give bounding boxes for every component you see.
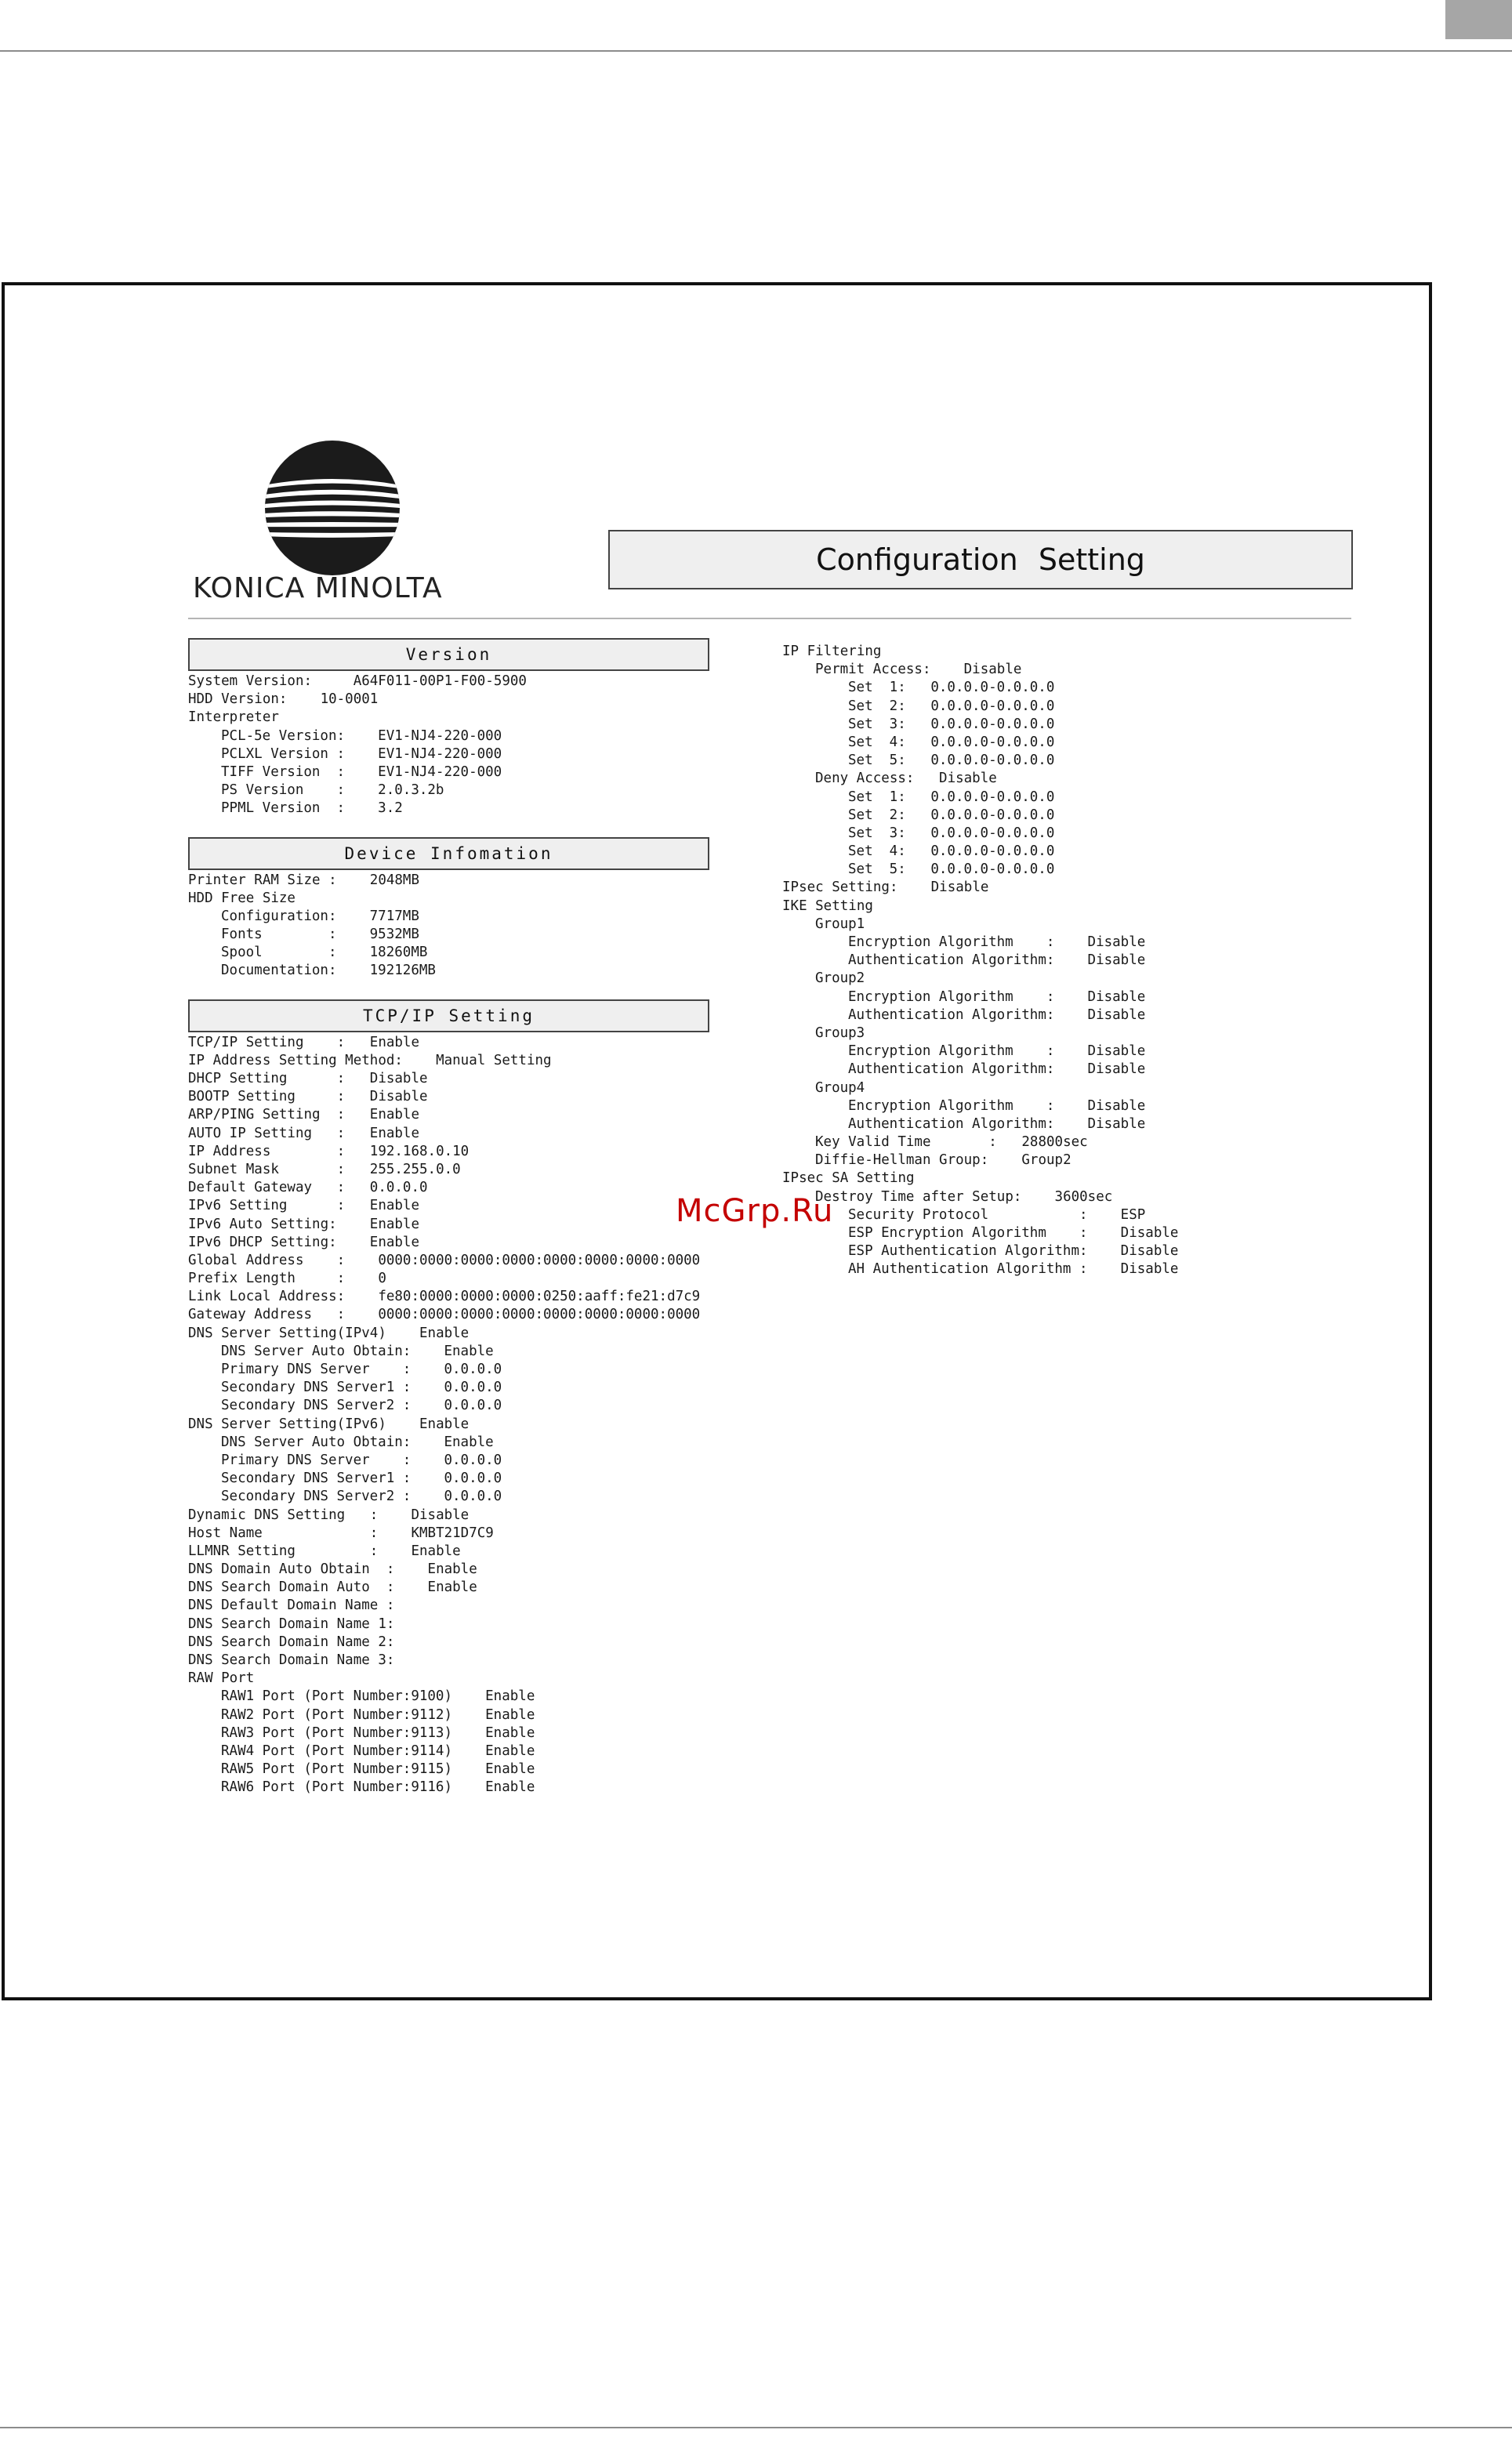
config-label: Security Protocol :	[848, 1206, 1088, 1223]
config-label: Configuration:	[221, 908, 337, 924]
footer-rule	[0, 2427, 1512, 2428]
config-label: Set 1:	[848, 680, 906, 696]
config-line	[188, 890, 709, 908]
config-line	[188, 908, 709, 926]
config-value: 0.0.0.0	[444, 1471, 502, 1487]
config-value: Manual Setting	[436, 1052, 552, 1068]
config-value: 3600sec	[1054, 1188, 1113, 1205]
config-value: Enable	[419, 1325, 470, 1341]
config-value: Enable	[485, 1761, 535, 1778]
config-line	[188, 1743, 709, 1761]
config-label: Set 3:	[848, 825, 906, 841]
config-label: Authentication Algorithm:	[848, 952, 1055, 969]
config-line	[782, 952, 1378, 970]
config-value: 0	[378, 1271, 386, 1287]
config-value: 192126MB	[369, 963, 436, 979]
config-label: IPsec SA Setting	[782, 1170, 915, 1187]
config-label: Group3	[815, 1024, 865, 1041]
config-label: PCL-5e Version:	[221, 727, 346, 744]
config-value: 192.168.0.10	[369, 1143, 470, 1159]
config-label: Set 5:	[848, 861, 906, 878]
config-line	[188, 1688, 709, 1706]
config-value: Disable	[369, 1071, 428, 1086]
config-line	[782, 807, 1378, 825]
config-line	[782, 1115, 1378, 1133]
config-label: RAW3 Port (Port Number:9113)	[221, 1724, 453, 1741]
config-value: 0.0.0.0-0.0.0.0	[930, 716, 1055, 732]
config-value: 0.0.0.0-0.0.0.0	[930, 734, 1055, 750]
config-value: 0.0.0.0	[444, 1398, 502, 1414]
config-line	[188, 1579, 709, 1597]
config-value: 0.0.0.0-0.0.0.0	[930, 825, 1055, 841]
config-line	[188, 1525, 709, 1543]
config-label: IPv6 Auto Setting:	[188, 1216, 337, 1232]
config-label: Secondary DNS Server1 :	[221, 1471, 412, 1487]
config-value: 9532MB	[369, 927, 419, 943]
config-label: DNS Server Auto Obtain:	[221, 1343, 412, 1359]
config-line	[782, 879, 1378, 897]
config-value: Disable	[1120, 1261, 1179, 1278]
section-heading: TCP/IP Setting	[188, 999, 709, 1032]
config-line	[782, 843, 1378, 861]
config-value: Disable	[369, 1089, 428, 1105]
config-line	[188, 745, 709, 763]
config-label: Secondary DNS Server2 :	[221, 1489, 412, 1505]
config-line	[188, 1670, 709, 1688]
config-line	[188, 1288, 709, 1306]
config-line	[782, 1061, 1378, 1079]
config-label: DNS Server Setting(IPv4)	[188, 1325, 386, 1341]
config-label: Printer RAM Size :	[188, 872, 337, 888]
config-line	[782, 898, 1378, 916]
config-line	[188, 1434, 709, 1452]
config-label: ARP/PING Setting :	[188, 1107, 346, 1123]
config-line	[782, 1097, 1378, 1115]
config-label: Key Valid Time :	[815, 1134, 997, 1151]
config-value: Enable	[369, 1198, 419, 1214]
config-line	[188, 962, 709, 980]
config-label: AUTO IP Setting :	[188, 1125, 346, 1141]
config-label: Interpreter	[188, 709, 279, 726]
config-value: 0.0.0.0-0.0.0.0	[930, 861, 1055, 878]
config-value: 0.0.0.0	[444, 1452, 502, 1468]
config-label: Set 2:	[848, 698, 906, 714]
config-line	[188, 872, 709, 890]
config-line	[188, 1306, 709, 1324]
config-line	[188, 1706, 709, 1724]
config-value: Disable	[411, 1507, 470, 1523]
config-value: ESP	[1120, 1206, 1146, 1223]
config-line	[782, 1224, 1378, 1242]
config-label: Set 4:	[848, 734, 906, 750]
page-corner-tab	[1445, 0, 1512, 39]
config-line	[188, 763, 709, 782]
config-label: RAW Port	[188, 1670, 255, 1687]
config-line	[188, 1379, 709, 1397]
section-heading: Device Infomation	[188, 837, 709, 870]
config-label: Authentication Algorithm:	[848, 1061, 1055, 1078]
config-line	[782, 1188, 1378, 1206]
config-label: Host Name :	[188, 1525, 379, 1541]
config-value: 2048MB	[369, 872, 419, 888]
config-label: Authentication Algorithm:	[848, 1115, 1055, 1132]
config-value: Disable	[939, 771, 997, 787]
config-line	[782, 1242, 1378, 1260]
config-label: Group2	[815, 970, 865, 987]
config-line	[188, 727, 709, 745]
config-line	[188, 1034, 709, 1052]
config-label: IP Filtering	[782, 644, 882, 659]
config-line	[188, 1452, 709, 1470]
config-line	[782, 661, 1378, 679]
config-label: Destroy Time after Setup:	[815, 1188, 1022, 1205]
config-value: Enable	[369, 1107, 419, 1123]
config-value: 3.2	[378, 800, 403, 817]
config-line	[188, 1416, 709, 1434]
config-label: Gateway Address :	[188, 1307, 346, 1323]
config-line	[188, 1616, 709, 1634]
config-line	[188, 1270, 709, 1288]
config-label: Encryption Algorithm :	[848, 988, 1055, 1005]
config-line	[188, 1070, 709, 1088]
config-line	[188, 1761, 709, 1779]
config-label: System Version:	[188, 673, 313, 689]
section-gap	[188, 981, 709, 999]
config-label: Dynamic DNS Setting :	[188, 1507, 379, 1523]
config-label: Prefix Length :	[188, 1271, 346, 1287]
config-value: Disable	[930, 879, 989, 896]
section-heading: Version	[188, 638, 709, 671]
brand-name: KONICA MINOLTA	[193, 572, 443, 604]
config-value: Disable	[1087, 1115, 1146, 1132]
config-value: Disable	[1087, 952, 1146, 969]
config-label: Spool :	[221, 945, 337, 961]
config-line	[188, 926, 709, 944]
config-line	[782, 970, 1378, 988]
config-line	[782, 734, 1378, 752]
config-line	[782, 1024, 1378, 1043]
config-line	[188, 944, 709, 962]
config-line	[782, 988, 1378, 1006]
config-line	[188, 1234, 709, 1252]
config-label: DNS Search Domain Auto :	[188, 1579, 395, 1596]
config-value: 0000:0000:0000:0000:0000:0000:0000:0000	[378, 1252, 701, 1268]
config-value: 0.0.0.0-0.0.0.0	[930, 680, 1055, 696]
config-value: Disable	[1087, 1006, 1146, 1023]
config-label: Link Local Address:	[188, 1289, 346, 1305]
config-value: EV1-NJ4-220-000	[378, 727, 502, 744]
config-label: DNS Default Domain Name :	[188, 1597, 395, 1614]
config-line	[188, 1361, 709, 1379]
config-line	[782, 770, 1378, 788]
config-value: Disable	[1087, 1061, 1146, 1078]
config-label: Permit Access:	[815, 662, 931, 678]
config-value: 0.0.0.0	[444, 1489, 502, 1505]
config-label: Group1	[815, 916, 865, 932]
config-value: Enable	[369, 1216, 419, 1232]
config-value: Disable	[1087, 1097, 1146, 1114]
watermark: McGrp.Ru	[676, 1193, 834, 1229]
config-line	[188, 1724, 709, 1743]
config-line	[188, 1779, 709, 1797]
config-value: 0.0.0.0	[369, 1180, 428, 1196]
config-line	[188, 1543, 709, 1561]
config-label: ESP Authentication Algorithm:	[848, 1243, 1088, 1260]
config-line	[188, 1652, 709, 1670]
config-line	[782, 861, 1378, 879]
config-label: HDD Version:	[188, 691, 288, 708]
config-label: Secondary DNS Server2 :	[221, 1398, 412, 1414]
config-line	[782, 752, 1378, 770]
page-title: Configuration Setting	[608, 530, 1353, 589]
config-label: RAW2 Port (Port Number:9112)	[221, 1706, 453, 1723]
config-value: A64F011-00P1-F00-5900	[353, 673, 527, 689]
config-line	[188, 1052, 709, 1070]
config-line	[188, 1197, 709, 1215]
config-line	[188, 1179, 709, 1197]
config-line	[782, 698, 1378, 716]
config-label: Group4	[815, 1079, 865, 1096]
config-label: IPsec Setting:	[782, 879, 898, 896]
config-label: Encryption Algorithm :	[848, 934, 1055, 950]
config-value: 0.0.0.0-0.0.0.0	[930, 789, 1055, 805]
config-line	[188, 800, 709, 818]
config-value: 2.0.3.2b	[378, 782, 444, 799]
config-line	[782, 1006, 1378, 1024]
config-label: Set 5:	[848, 752, 906, 769]
config-label: Set 1:	[848, 789, 906, 805]
config-value: 0.0.0.0-0.0.0.0	[930, 698, 1055, 714]
config-label: DNS Server Auto Obtain:	[221, 1434, 412, 1450]
config-label: BOOTP Setting :	[188, 1089, 346, 1105]
config-value: Enable	[369, 1034, 419, 1050]
config-line	[188, 1143, 709, 1161]
config-label: Subnet Mask :	[188, 1161, 346, 1177]
config-line	[782, 1133, 1378, 1151]
config-value: Disable	[1120, 1243, 1179, 1260]
config-line	[782, 716, 1378, 734]
config-line	[782, 1079, 1378, 1097]
config-value: Enable	[427, 1579, 477, 1596]
config-label: PS Version :	[221, 782, 346, 799]
config-line	[782, 1206, 1378, 1224]
config-line	[782, 789, 1378, 807]
config-value: Enable	[485, 1724, 535, 1741]
config-label: IPv6 Setting :	[188, 1198, 346, 1214]
config-value: 255.255.0.0	[369, 1161, 461, 1177]
config-line	[782, 916, 1378, 934]
config-label: PCLXL Version :	[221, 745, 346, 762]
config-label: Encryption Algorithm :	[848, 1043, 1055, 1060]
right-column	[782, 643, 1378, 1279]
config-label: Diffie-Hellman Group:	[815, 1152, 989, 1169]
config-value: 0000:0000:0000:0000:0000:0000:0000:0000	[378, 1307, 701, 1323]
config-value: Enable	[411, 1543, 461, 1559]
config-line	[782, 825, 1378, 843]
config-value: Disable	[1087, 934, 1146, 950]
config-label: RAW1 Port (Port Number:9100)	[221, 1688, 453, 1705]
config-label: AH Authentication Algorithm :	[848, 1261, 1088, 1278]
config-value: EV1-NJ4-220-000	[378, 763, 502, 780]
config-label: DNS Server Setting(IPv6)	[188, 1416, 386, 1432]
title-underline	[188, 618, 1351, 619]
config-value: Disable	[1120, 1225, 1179, 1241]
config-label: Documentation:	[221, 963, 337, 979]
config-line	[188, 1488, 709, 1506]
config-line	[188, 1216, 709, 1234]
config-label: RAW4 Port (Port Number:9114)	[221, 1743, 453, 1759]
config-line	[782, 1151, 1378, 1170]
config-value: Enable	[427, 1561, 477, 1578]
config-value: Disable	[1087, 988, 1146, 1005]
config-value: fe80:0000:0000:0000:0250:aaff:fe21:d7c9	[378, 1289, 701, 1305]
config-label: DHCP Setting :	[188, 1071, 346, 1086]
config-label: Default Gateway :	[188, 1180, 346, 1196]
config-label: LLMNR Setting :	[188, 1543, 379, 1559]
config-label: DNS Domain Auto Obtain :	[188, 1561, 395, 1578]
config-label: DNS Search Domain Name 3:	[188, 1652, 395, 1668]
config-line	[188, 1634, 709, 1652]
config-value: Enable	[444, 1343, 494, 1359]
config-value: EV1-NJ4-220-000	[378, 745, 502, 762]
config-line	[188, 1343, 709, 1361]
config-label: Encryption Algorithm :	[848, 1097, 1055, 1114]
config-line	[188, 1597, 709, 1615]
config-label: PPML Version :	[221, 800, 346, 817]
config-label: IPv6 DHCP Setting:	[188, 1234, 337, 1250]
config-value: 7717MB	[369, 908, 419, 924]
config-label: Global Address :	[188, 1252, 346, 1268]
config-value: 0.0.0.0-0.0.0.0	[930, 807, 1055, 823]
config-label: TIFF Version :	[221, 763, 346, 780]
config-label: Deny Access:	[815, 771, 915, 787]
config-line	[188, 1507, 709, 1525]
config-label: Fonts :	[221, 927, 337, 943]
config-label: Set 2:	[848, 807, 906, 823]
config-value: Enable	[485, 1743, 535, 1759]
config-label: Primary DNS Server :	[221, 1362, 412, 1377]
config-label: Authentication Algorithm:	[848, 1006, 1055, 1023]
config-value: Enable	[369, 1234, 419, 1250]
config-value: 0.0.0.0-0.0.0.0	[930, 843, 1055, 860]
config-value: 0.0.0.0	[444, 1380, 502, 1396]
config-line	[188, 1088, 709, 1106]
config-label: Primary DNS Server :	[221, 1452, 412, 1468]
config-value: Enable	[485, 1779, 535, 1796]
config-label: Set 3:	[848, 716, 906, 732]
config-line	[782, 934, 1378, 952]
config-line	[188, 709, 709, 727]
config-line	[188, 1397, 709, 1415]
config-label: Secondary DNS Server1 :	[221, 1380, 412, 1396]
config-value: Disable	[1087, 1043, 1146, 1060]
config-line	[782, 643, 1378, 661]
config-label: IP Address :	[188, 1143, 346, 1159]
config-line	[188, 1470, 709, 1488]
config-value: 0.0.0.0	[444, 1362, 502, 1377]
config-label: RAW6 Port (Port Number:9116)	[221, 1779, 453, 1796]
config-label: TCP/IP Setting :	[188, 1034, 346, 1050]
config-label: DNS Search Domain Name 1:	[188, 1616, 395, 1632]
config-value: 10-0001	[320, 691, 379, 708]
config-line	[782, 1043, 1378, 1061]
config-value: Enable	[485, 1706, 535, 1723]
config-line	[188, 782, 709, 800]
config-value: Enable	[444, 1434, 494, 1450]
config-line	[782, 1260, 1378, 1278]
left-column	[188, 638, 709, 1797]
config-line	[782, 1170, 1378, 1188]
config-line	[188, 1252, 709, 1270]
config-value: 0.0.0.0-0.0.0.0	[930, 752, 1055, 769]
config-label: Set 4:	[848, 843, 906, 860]
config-label: DNS Search Domain Name 2:	[188, 1634, 395, 1650]
config-value: 18260MB	[369, 945, 428, 961]
config-line	[188, 1561, 709, 1579]
config-label: IP Address Setting Method:	[188, 1052, 403, 1068]
config-line	[188, 673, 709, 691]
config-value: Group2	[1021, 1152, 1071, 1169]
config-value: Disable	[963, 662, 1022, 678]
konica-minolta-globe-icon	[265, 441, 400, 575]
config-value: 28800sec	[1021, 1134, 1088, 1151]
config-line	[188, 691, 709, 709]
config-label: IKE Setting	[782, 898, 873, 914]
config-label: ESP Encryption Algorithm :	[848, 1225, 1088, 1241]
config-value: Enable	[369, 1125, 419, 1141]
config-value: Enable	[419, 1416, 470, 1432]
config-line	[782, 679, 1378, 697]
config-label: RAW5 Port (Port Number:9115)	[221, 1761, 453, 1778]
config-value: Enable	[485, 1688, 535, 1705]
config-value: KMBT21D7C9	[411, 1525, 494, 1541]
config-line	[188, 1106, 709, 1124]
config-line	[188, 1325, 709, 1343]
config-line	[188, 1161, 709, 1179]
config-line	[188, 1125, 709, 1143]
section-gap	[188, 818, 709, 837]
config-label: HDD Free Size	[188, 890, 296, 906]
header-rule	[0, 50, 1512, 52]
